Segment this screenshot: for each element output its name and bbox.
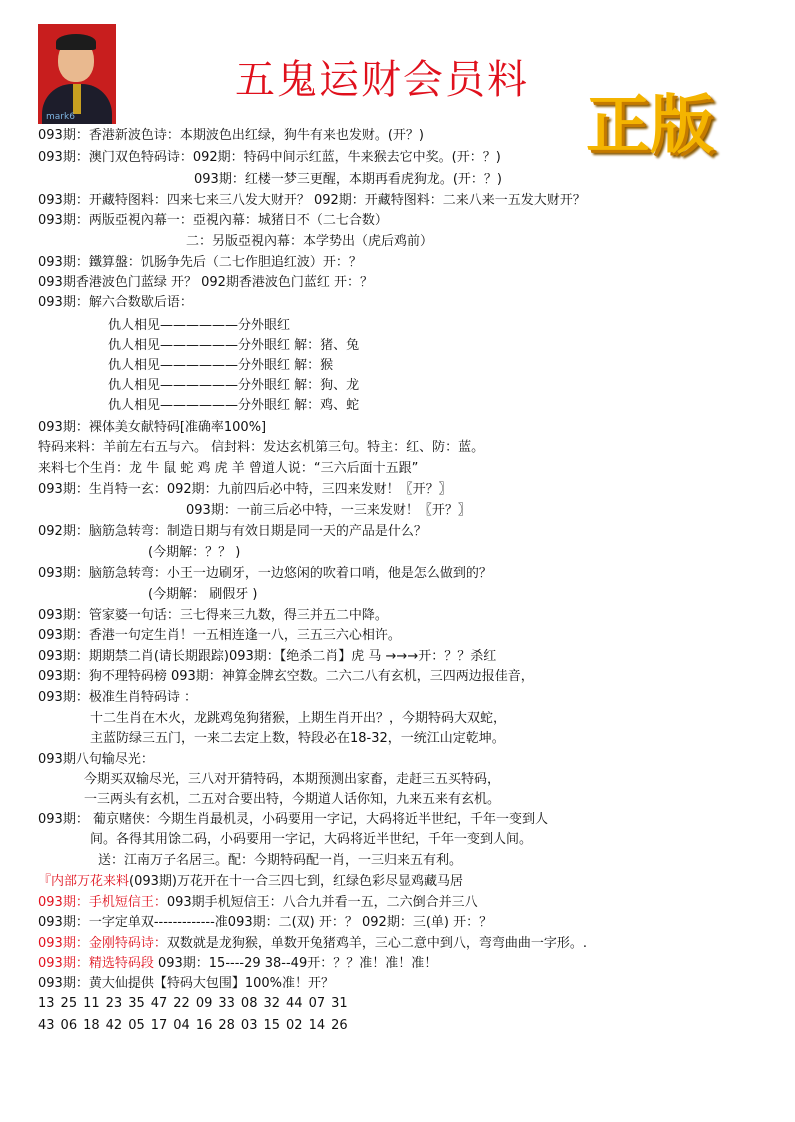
text-line: 仇人相见——————分外眼红 解：猴 xyxy=(108,358,334,373)
number-item: 15 xyxy=(263,1018,281,1033)
number-item: 47 xyxy=(150,996,168,1011)
number-item: 11 xyxy=(83,996,100,1011)
text-line: 093期：香港新波色诗：本期波色出红绿，狗牛有来也发财。(开？) xyxy=(38,128,424,143)
number-item: 03 xyxy=(240,1018,258,1033)
number-item: 32 xyxy=(263,996,281,1011)
text-line: 093期：黄大仙提供【特码大包围】100%准！开？ xyxy=(38,976,334,991)
text-line: 093期香港波色门蓝绿 开？ 092期香港波色门蓝红 开：？ xyxy=(38,275,374,290)
text-line: 093期八句输尽光： xyxy=(38,752,154,767)
text-line: 仇人相见——————分外眼红 xyxy=(108,318,291,333)
text-line: 093期：裸体美女献特码[准确率100%] xyxy=(38,420,267,435)
portrait-hair xyxy=(56,34,96,50)
text-line: 093期：管家婆一句话：三七得来三九数，得三并五二中降。 xyxy=(38,608,388,623)
text-line: 093期：两版亞視內幕一：亞視內幕：城猪日不（二七合数） xyxy=(38,213,388,228)
number-item: 14 xyxy=(308,1018,326,1033)
highlight-label: 093期：精选特码段 xyxy=(38,956,154,971)
text-line: 093期：鐵算盤：饥肠争先后（二七作胆追红波）开：？ xyxy=(38,255,362,270)
number-item: 06 xyxy=(60,1018,78,1033)
number-item: 13 xyxy=(38,996,55,1011)
number-item: 44 xyxy=(286,996,303,1011)
text-line xyxy=(38,956,437,972)
text-line: 今期买双输尽光，三八对开猜特码，本期预测出家畜，走赶三五买特码， xyxy=(84,772,501,787)
number-item: 09 xyxy=(195,996,213,1011)
number-item: 07 xyxy=(308,996,326,1011)
number-item: 26 xyxy=(331,1018,348,1033)
number-item: 22 xyxy=(173,996,190,1011)
number-item: 08 xyxy=(240,996,258,1011)
text-line: 一三两头有玄机，二五对合要出特，今期道人话你知，九来五来有玄机。 xyxy=(84,792,501,807)
number-item: 43 xyxy=(38,1018,55,1033)
text-line: 093期：红楼一梦三更醒，本期再看虎狗龙。(开：？) xyxy=(194,172,502,187)
line-text: 双数就是龙狗猴，单数开兔猪鸡羊，三心二意中到八，弯弯曲曲一字形。. xyxy=(166,936,587,951)
number-item: 25 xyxy=(60,996,78,1011)
number-item: 18 xyxy=(83,1018,100,1033)
number-item: 35 xyxy=(128,996,145,1011)
numbers-row-1 xyxy=(38,996,354,1011)
text-line xyxy=(38,874,463,890)
numbers-row-2 xyxy=(38,1018,354,1033)
photo-watermark: mark6 xyxy=(46,112,75,122)
text-line: 093期：香港一句定生肖！一五相连逢一八，三五三六心相许。 xyxy=(38,628,401,643)
text-line: 间。各得其用馀二码，小码要用一字记，大码将近半世纪，千年一变到人间。 xyxy=(90,832,533,847)
number-item: 23 xyxy=(105,996,123,1011)
text-line: 仇人相见——————分外眼红 解：鸡、蛇 xyxy=(108,398,360,413)
number-item: 42 xyxy=(105,1018,123,1033)
text-line: 093期：开藏特图料：四来七来三八发大财开？ 092期：开藏特图料：二来八来一五发大财开？ xyxy=(38,193,586,208)
line-text: (093期)万花开在十一合三四七到，红绿色彩尽显鸡藏马居 xyxy=(129,874,463,889)
text-line: (今期解：？？ ) xyxy=(148,545,241,560)
text-line: 093期：一前三后必中特，一三来发财！〖开？〗 xyxy=(186,503,471,518)
text-line: 093期：一字定单双-------------准093期：二(双) 开：？ 092期：三(单) 开：？ xyxy=(38,915,493,930)
text-line: 093期：澳门双色特码诗：092期：特码中间示红蓝，牛来猴去它中奖。(开：？) xyxy=(38,150,501,165)
number-item: 28 xyxy=(218,1018,235,1033)
page-title: 五鬼运财会员料 xyxy=(235,57,529,103)
line-text: 093期：15----29 38--49开：？？准！准！准！ xyxy=(153,956,438,971)
text-line xyxy=(38,936,587,952)
text-line: 093期： 葡京赌侠：今期生肖最机灵，小码要用一字记，大码将近半世纪，千年一变到人 xyxy=(38,812,548,827)
portrait-photo xyxy=(38,24,116,124)
number-item: 04 xyxy=(173,1018,190,1033)
number-item: 17 xyxy=(150,1018,168,1033)
text-line: 送：江南万子名居三。配：今期特码配一肖，一三归来五有利。 xyxy=(98,853,463,868)
text-line xyxy=(38,895,478,911)
number-item: 05 xyxy=(128,1018,145,1033)
text-line: 仇人相见——————分外眼红 解：猪、兔 xyxy=(108,338,360,353)
text-line: 主蓝防绿三五门，一来二去定上数，特段必在18-32，一统江山定乾坤。 xyxy=(90,731,505,746)
text-line: 仇人相见——————分外眼红 解：狗、龙 xyxy=(108,378,360,393)
text-line: 093期：解六合数歇后语： xyxy=(38,295,193,310)
text-line: 来料七个生肖：龙 牛 鼠 蛇 鸡 虎 羊 曾道人说：“三六后面十五跟” xyxy=(38,461,419,476)
zhengban-stamp: 正版 xyxy=(586,89,714,163)
text-line: 二：另版亞視內幕：本学势出（虎后鸡前） xyxy=(186,234,434,249)
number-item: 16 xyxy=(195,1018,213,1033)
text-line: 特码来料：羊前左右五与六。 信封料：发达玄机第三句。特主：红、防：蓝。 xyxy=(38,440,485,455)
number-item: 33 xyxy=(218,996,235,1011)
number-item: 31 xyxy=(331,996,348,1011)
text-line: 十二生肖在木火，龙跳鸡兔狗猪猴，上期生肖开出？，今期特码大双蛇， xyxy=(90,711,507,726)
text-line: 092期：脑筋急转弯：制造日期与有效日期是同一天的产品是什么？ xyxy=(38,524,427,539)
text-line: 093期：脑筋急转弯：小王一边刷牙，一边悠闲的吹着口哨，他是怎么做到的？ xyxy=(38,566,492,581)
highlight-label: 093期：金刚特码诗： xyxy=(38,936,167,951)
text-line: 093期：狗不理特码榜 093期：神算金牌玄空数。二六二八有玄机，三四两边报佳音， xyxy=(38,669,534,684)
text-line: 093期：生肖特一玄：092期：九前四后必中特，三四来发财！〖开？〗 xyxy=(38,482,452,497)
portrait-tie xyxy=(73,84,81,114)
highlight-label: 『内部万花来料 xyxy=(38,874,130,889)
line-text: 093期手机短信王：八合九并看一五，二六倒合并三八 xyxy=(166,895,478,910)
text-line: 093期：期期禁二肖(请长期跟踪)093期：【绝杀二肖】虎 马 →→→开：？？杀红 xyxy=(38,649,497,664)
number-item: 02 xyxy=(286,1018,303,1033)
text-line: 093期：极准生肖特码诗 ： xyxy=(38,690,197,705)
text-line: (今期解： 刷假牙 ) xyxy=(148,587,258,602)
highlight-label: 093期：手机短信王： xyxy=(38,895,167,910)
